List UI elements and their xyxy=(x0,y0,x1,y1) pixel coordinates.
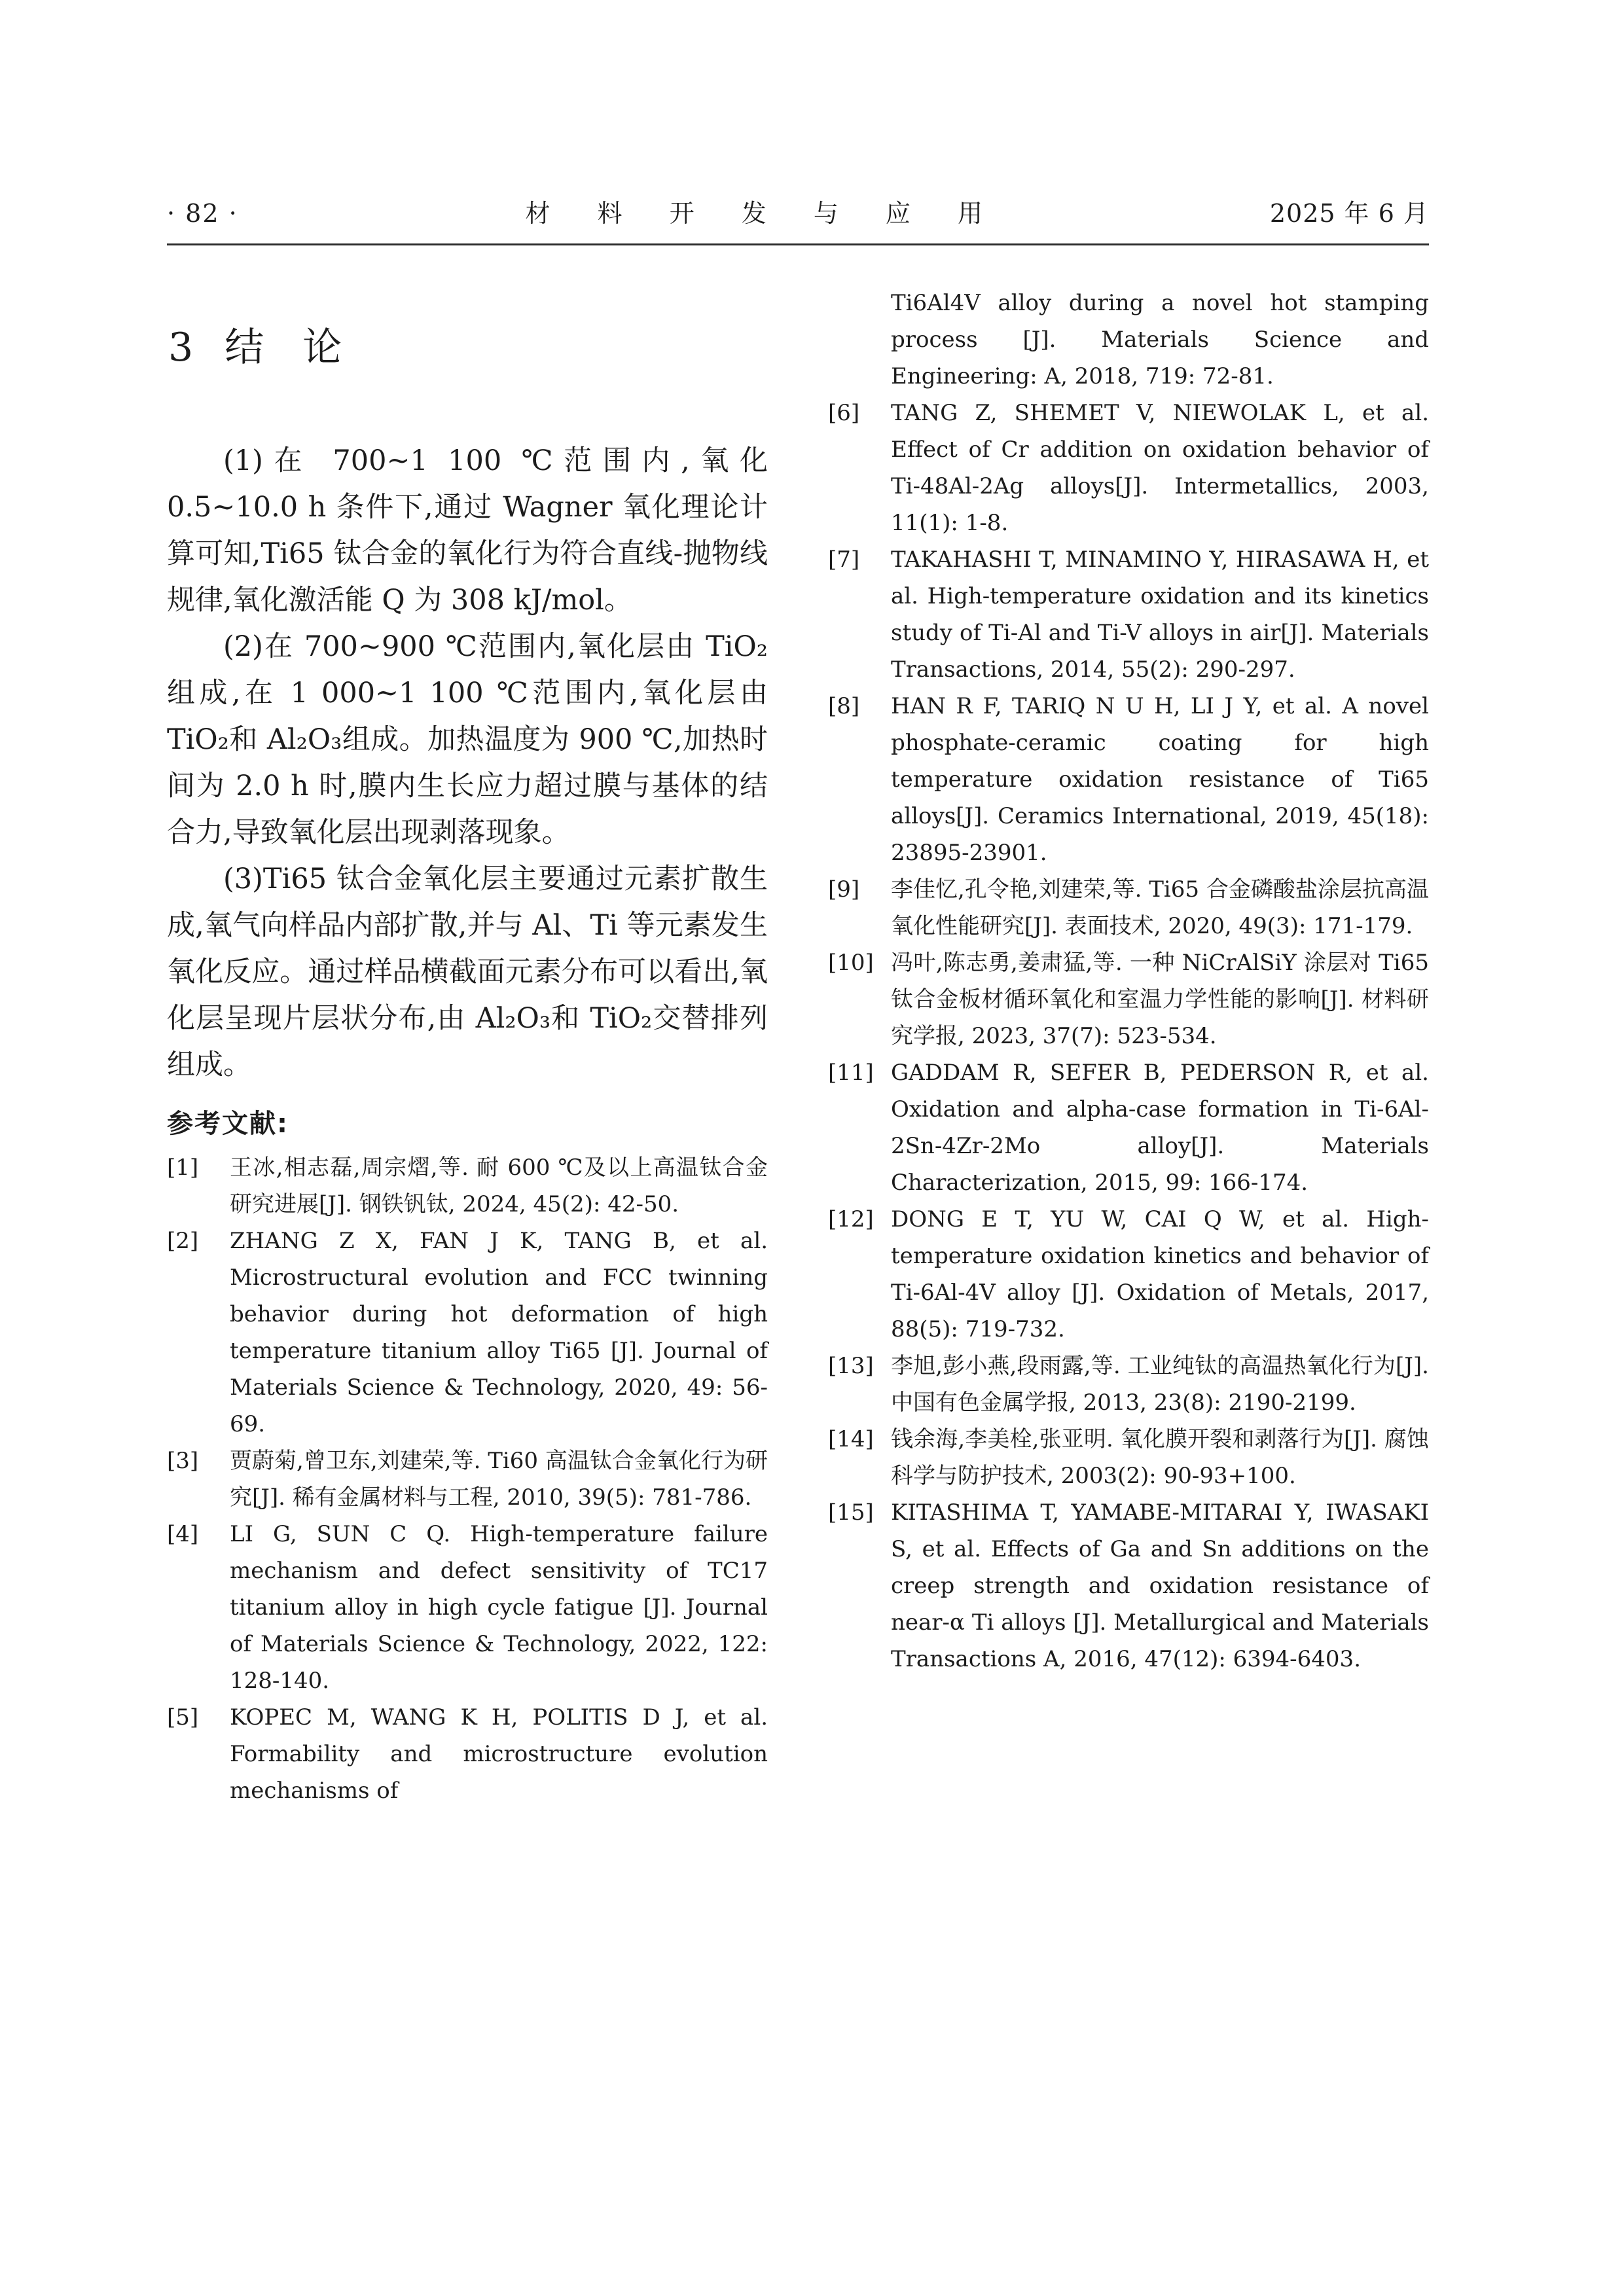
reference-text: KITASHIMA T, YAMABE-MITARAI Y, IWASAKI S, et al. Effects of Ga and Sn additions on the creep strength and oxidation resistance of near-α Ti alloys [J]. Metallurgical and Materials Transactions A, 2016, 47(12): 6394-6403. xyxy=(891,1499,1429,1672)
reference-text: 钱余海,李美栓,张亚明. 氧化膜开裂和剥落行为[J]. 腐蚀科学与防护技术, 2003(2): 90-93+100. xyxy=(891,1426,1429,1489)
reference-item xyxy=(828,541,1429,688)
reference-item xyxy=(828,688,1429,871)
page-number: · 82 · xyxy=(167,199,238,228)
reference-label: [11] xyxy=(828,1060,874,1086)
reference-text: DONG E T, YU W, CAI Q W, et al. High-temperature oxidation kinetics and behavior of Ti-6Al-4V alloy [J]. Oxidation of Metals, 2017, 88(5): 719-732. xyxy=(891,1206,1429,1342)
reference-label: [9] xyxy=(828,876,860,903)
reference-text: LI G, SUN C Q. High-temperature failure mechanism and defect sensitivity of TC17 titanium alloy in high cycle fatigue [J]. Journal of Materials Science & Technology, 2022, 122: 128-140. xyxy=(230,1521,768,1694)
reference-text: 李旭,彭小燕,段雨露,等. 工业纯钛的高温热氧化行为[J]. 中国有色金属学报, 2013, 23(8): 2190-2199. xyxy=(891,1353,1429,1416)
reference-item xyxy=(828,1494,1429,1677)
reference-label: [6] xyxy=(828,400,860,426)
conclusion-paragraph: (1)在 700~1 100 ℃范围内,氧化 0.5~10.0 h 条件下,通过 Wagner 氧化理论计算可知,Ti65 钛合金的氧化行为符合直线-抛物线规律,氧化激活能 Q 为 308 kJ/mol。 xyxy=(167,444,768,617)
reference-item xyxy=(828,1054,1429,1201)
conclusion-paragraph: (2)在 700~900 ℃范围内,氧化层由 TiO₂组成,在 1 000~1 100 ℃范围内,氧化层由 TiO₂和 Al₂O₃组成。加热温度为 900 ℃,加热时间为 2.0 h 时,膜内生长应力超过膜与基体的结合力,导致氧化层出现剥落现象。 xyxy=(167,630,768,849)
reference-label: [1] xyxy=(167,1155,199,1181)
two-column-body xyxy=(167,285,1429,1809)
reference-text: HAN R F, TARIQ N U H, LI J Y, et al. A novel phosphate-ceramic coating for high temperature oxidation resistance of Ti65 alloys[J]. Ceramics International, 2019, 45(18): 23895-23901. xyxy=(891,693,1429,866)
page-header xyxy=(167,193,1429,243)
header-rule xyxy=(167,243,1429,245)
reference-text: 李佳忆,孔令艳,刘建荣,等. Ti65 合金磷酸盐涂层抗高温氧化性能研究[J]. 表面技术, 2020, 49(3): 171-179. xyxy=(891,876,1429,939)
reference-label: [2] xyxy=(167,1228,199,1254)
reference-label: [3] xyxy=(167,1448,199,1474)
left-column xyxy=(167,285,768,1809)
reference-text: ZHANG Z X, FAN J K, TANG B, et al. Microstructural evolution and FCC twinning behavior during hot deformation of high temperature titanium alloy Ti65 [J]. Journal of Materials Science & Technology, 2020, 49: 56-69. xyxy=(230,1228,768,1437)
reference-text: 王冰,相志磊,周宗熠,等. 耐 600 ℃及以上高温钛合金研究进展[J]. 钢铁钒钛, 2024, 45(2): 42-50. xyxy=(230,1155,768,1217)
journal-title: 材 料 开 发 与 应 用 xyxy=(525,199,1003,228)
section-number: 3 xyxy=(168,325,194,370)
references-heading: 参考文献: xyxy=(167,1109,289,1139)
reference-label: [8] xyxy=(828,693,860,719)
section-heading xyxy=(168,316,768,372)
reference-text: Ti6Al4V alloy during a novel hot stamping process [J]. Materials Science and Engineering: A, 2018, 719: 72-81. xyxy=(891,290,1429,389)
conclusion-paragraph: (3)Ti65 钛合金氧化层主要通过元素扩散生成,氧气向样品内部扩散,并与 Al、Ti 等元素发生氧化反应。通过样品横截面元素分布可以看出,氧化层呈现片层状分布,由 Al₂O₃和 TiO₂交替排列组成。 xyxy=(167,863,768,1081)
reference-text: TANG Z, SHEMET V, NIEWOLAK L, et al. Effect of Cr addition on oxidation behavior of Ti-48Al-2Ag alloys[J]. Intermetallics, 2003, 11(1): 1-8. xyxy=(891,400,1429,536)
reference-label: [4] xyxy=(167,1521,199,1547)
issue-date: 2025 年 6 月 xyxy=(1269,199,1429,228)
right-column xyxy=(828,285,1429,1809)
reference-text: TAKAHASHI T, MINAMINO Y, HIRASAWA H, et al. High-temperature oxidation and its kinetics study of Ti-Al and Ti-V alloys in air[J]. Materials Transactions, 2014, 55(2): 290-297. xyxy=(891,547,1429,683)
section-title: 结 论 xyxy=(225,325,355,370)
reference-text: 冯叶,陈志勇,姜肃猛,等. 一种 NiCrAlSiY 涂层对 Ti65 钛合金板材循环氧化和室温力学性能的影响[J]. 材料研究学报, 2023, 37(7): 523-534. xyxy=(891,950,1429,1049)
reference-text: 贾蔚菊,曾卫东,刘建荣,等. Ti60 高温钛合金氧化行为研究[J]. 稀有金属材料与工程, 2010, 39(5): 781-786. xyxy=(230,1448,768,1511)
reference-item xyxy=(167,1443,768,1516)
reference-item xyxy=(828,1348,1429,1421)
reference-label: [10] xyxy=(828,950,874,976)
reference-label: [14] xyxy=(828,1426,874,1452)
reference-item xyxy=(828,871,1429,944)
reference-label: [13] xyxy=(828,1353,874,1379)
reference-text: GADDAM R, SEFER B, PEDERSON R, et al. Oxidation and alpha-case formation in Ti-6Al-2Sn-4Zr-2Mo alloy[J]. Materials Characterization, 2015, 99: 166-174. xyxy=(891,1060,1429,1196)
reference-label xyxy=(828,285,891,395)
reference-label: [12] xyxy=(828,1206,874,1232)
reference-item xyxy=(828,944,1429,1054)
reference-item-continued xyxy=(828,285,1429,395)
reference-item xyxy=(167,1699,768,1809)
reference-item xyxy=(828,395,1429,541)
reference-label: [15] xyxy=(828,1499,874,1526)
reference-text: KOPEC M, WANG K H, POLITIS D J, et al. Formability and microstructure evolution mechanisms of xyxy=(230,1704,768,1804)
reference-item xyxy=(828,1421,1429,1494)
reference-label: [5] xyxy=(167,1704,199,1731)
reference-item xyxy=(167,1149,768,1223)
reference-item xyxy=(828,1201,1429,1348)
reference-item xyxy=(167,1516,768,1699)
reference-item xyxy=(167,1223,768,1443)
reference-label: [7] xyxy=(828,547,860,573)
